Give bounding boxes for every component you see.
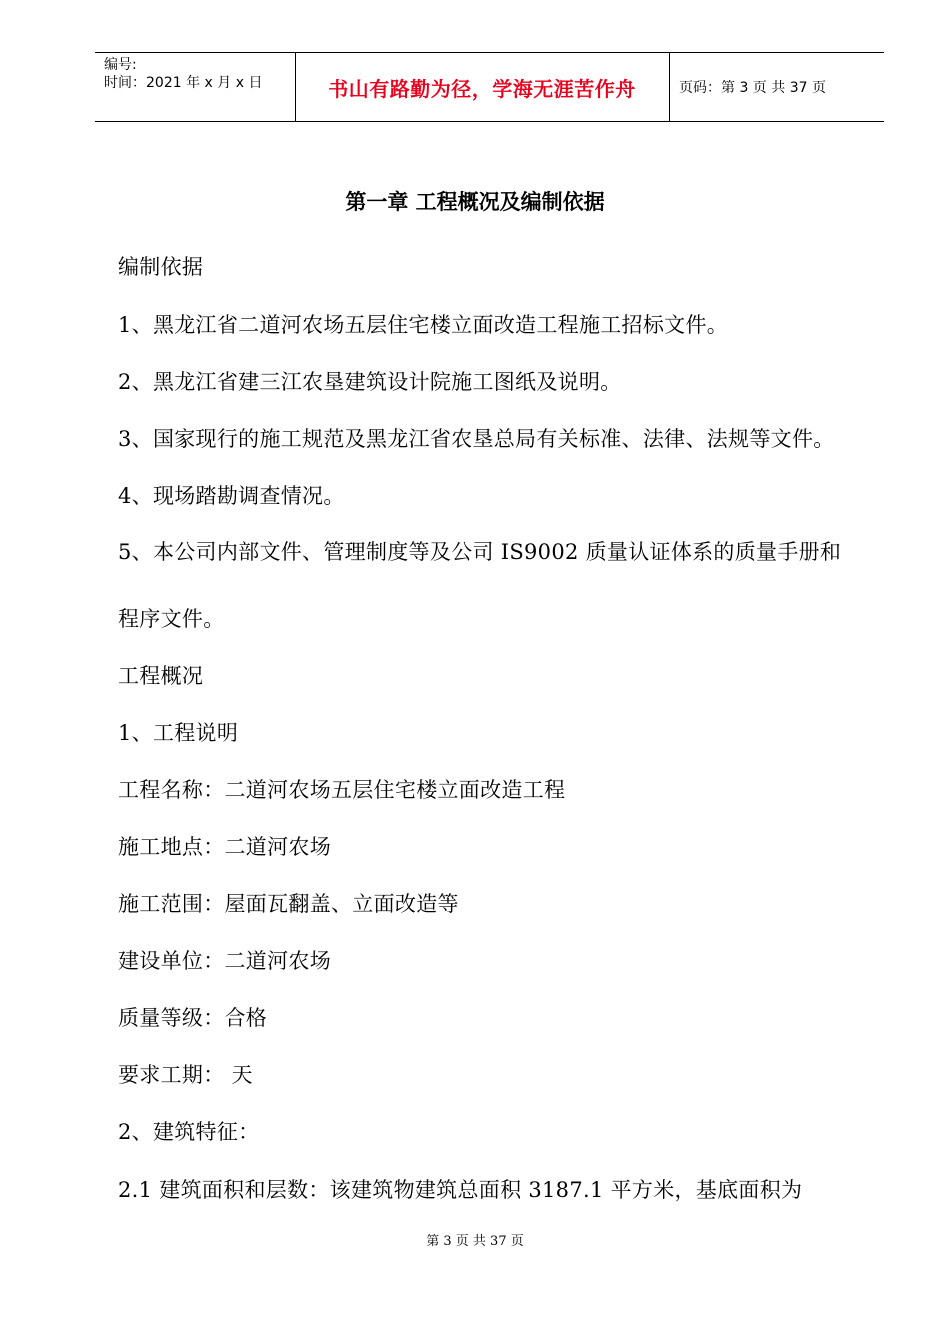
body-line: 工程概况 xyxy=(118,664,204,688)
body-line: 施工范围：屋面瓦翻盖、立面改造等 xyxy=(118,892,459,916)
header-motto: 书山有路勤为径，学海无涯苦作舟 xyxy=(328,76,636,101)
document-time-label: 时间：2021 年 x 月 x 日 xyxy=(104,75,263,91)
body-line: 2、建筑特征： xyxy=(118,1120,260,1144)
header-info-cell xyxy=(95,53,296,121)
body-line: 1、工程说明 xyxy=(118,721,239,745)
body-line: 4、现场踏勘调查情况。 xyxy=(118,484,345,508)
header-page-number: 页码：第 3 页 共 37 页 xyxy=(679,80,826,96)
header-page-cell xyxy=(669,53,884,121)
body-line: 2.1 建筑面积和层数：该建筑物建筑总面积 3187.1 平方米，基底面积为 xyxy=(118,1178,803,1202)
header-motto-cell xyxy=(295,53,670,121)
body-line: 质量等级：合格 xyxy=(118,1006,268,1030)
body-line: 3、国家现行的施工规范及黑龙江省农垦总局有关标准、法律、法规等文件。 xyxy=(118,427,835,451)
body-line: 2、黑龙江省建三江农垦建筑设计院施工图纸及说明。 xyxy=(118,370,622,394)
body-line: 5、本公司内部文件、管理制度等及公司 IS9002 质量认证体系的质量手册和 xyxy=(118,540,842,564)
body-line: 要求工期： 天 xyxy=(118,1063,253,1087)
chapter-title: 第一章 工程概况及编制依据 xyxy=(345,190,605,214)
body-line: 工程名称：二道河农场五层住宅楼立面改造工程 xyxy=(118,778,566,802)
body-line: 施工地点：二道河农场 xyxy=(118,835,331,859)
page-header xyxy=(95,52,884,122)
page-footer: 第 3 页 共 37 页 xyxy=(426,1234,524,1249)
document-number-label: 编号: xyxy=(104,57,137,73)
body-line: 建设单位：二道河农场 xyxy=(118,949,331,973)
body-line: 程序文件。 xyxy=(118,607,225,631)
body-line: 编制依据 xyxy=(118,255,204,279)
body-line: 1、黑龙江省二道河农场五层住宅楼立面改造工程施工招标文件。 xyxy=(118,313,729,337)
